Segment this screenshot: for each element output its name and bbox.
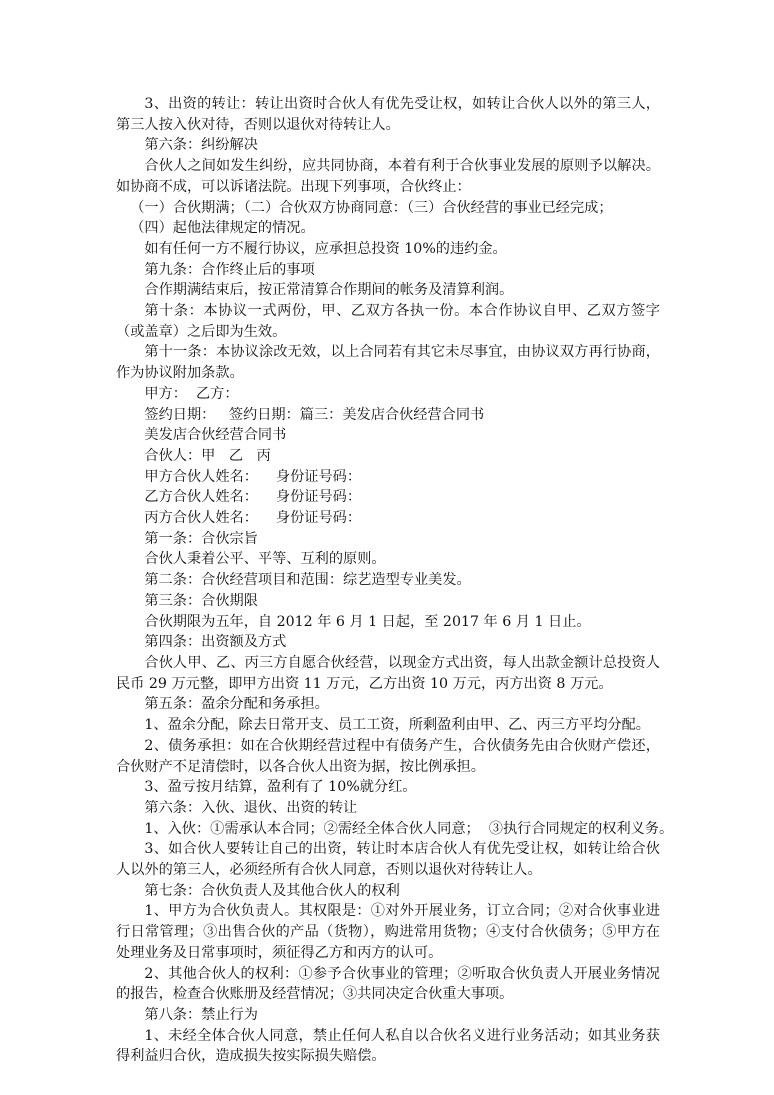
contract-title: 美发店合伙经营合同书: [144, 427, 287, 444]
partner-b-line: 乙方合伙人姓名： 身份证号码：: [144, 489, 362, 506]
paragraph: （四）起他法律规定的情况。: [130, 220, 315, 237]
paragraph: 3、盈亏按月结算，盈利有了 10%就分红。: [144, 779, 417, 796]
section-heading: 第九条：合作终止后的事项: [144, 261, 315, 278]
paragraph: 2、债务承担：如在合伙期经营过程中有债务产生，合伙债务先由合伙财产偿还，合伙财产不足清偿时，以各合伙人出资为据，按比例承担。: [116, 737, 660, 775]
date-line: 签约日期： 签约日期：篇三：美发店合伙经营合同书: [144, 406, 485, 423]
paragraph: 1、未经全体合伙人同意，禁止任何人私自以合伙名义进行业务活动；如其业务获得利益归合伙，造成损失按实际损失赔偿。: [116, 1027, 660, 1065]
section-heading: 第三条：合伙期限: [144, 592, 258, 609]
paragraph: 1、入伙：①需承认本合同；②需经全体合伙人同意； ③执行合同规定的权利义务。: [144, 820, 674, 837]
section-heading: 第八条：禁止行为: [144, 1006, 258, 1023]
paragraph: 合作期满结束后，按正常清算合作期间的帐务及清算利润。: [144, 282, 514, 299]
paragraph: 1、甲方为合伙负责人。其权限是：①对外开展业务，订立合同；②对合伙事业进行日常管理；③出售合伙的产品（货物），购进常用货物；④支付合伙债务；⑤甲方在处理业务及日常事项时，须征得乙方和丙方的认可。: [116, 903, 660, 961]
paragraph: 合伙人之间如发生纠纷，应共同协商，本着有利于合伙事业发展的原则予以解决。如协商不成，可以诉诸法院。出现下列事项，合伙终止：: [116, 158, 660, 195]
section-heading: 第二条：合伙经营项目和范围：综艺造型专业美发。: [144, 572, 471, 589]
paragraph: （一）合伙期满；（二）合伙双方协商同意：（三）合伙经营的事业已经完成；: [130, 199, 613, 216]
paragraph: 3、出资的转让：转让出资时合伙人有优先受让权，如转让合伙人以外的第三人，第三人按入伙对待，否则以退伙对待转让人。: [116, 96, 660, 133]
partner-c-line: 丙方合伙人姓名： 身份证号码：: [144, 510, 362, 527]
section-heading: 第七条：合伙负责人及其他合伙人的权利: [144, 882, 400, 899]
paragraph: 1、盈余分配，除去日常开支、员工工资，所剩盈利由甲、乙、丙三方平均分配。: [144, 717, 650, 734]
paragraph: 如有任何一方不履行协议，应承担总投资 10%的违约金。: [144, 240, 507, 257]
paragraph: 合伙人甲、乙、丙三方自愿合伙经营，以现金方式出资，每人出款金额计总投资人民币 29 万元整，即甲方出资 11 万元，乙方出资 10 万元，丙方出资 8 万元。: [116, 654, 660, 692]
section-heading: 第五条：盈余分配和务承担。: [144, 696, 329, 713]
section-heading: 第六条：纠纷解决: [144, 137, 258, 154]
paragraph: 合伙人秉着公平、平等、互利的原则。: [144, 551, 386, 568]
section-heading: 第一条：合伙宗旨: [144, 530, 258, 547]
signature-line: 甲方： 乙方：: [144, 385, 239, 402]
paragraph: 第十一条：本协议涂改无效，以上合同若有其它未尽事宜，由协议双方再行协商，作为协议附加条款。: [116, 344, 660, 382]
partner-a-line: 甲方合伙人姓名： 身份证号码：: [144, 468, 362, 485]
paragraph: 3、如合伙人要转让自己的出资，转让时本店合伙人有优先受让权，如转让给合伙人以外的第三人，必须经所有合伙人同意，否则以退伙对待转让人。: [116, 841, 660, 879]
document-body: [116, 94, 674, 1067]
paragraph: 第十条：本协议一式两份，甲、乙双方各执一份。本合作协议自甲、乙双方签字（或盖章）之后即为生效。: [116, 303, 660, 340]
section-heading: 第四条：出资额及方式: [144, 634, 287, 651]
partners-line: 合伙人：甲 乙 丙: [144, 447, 271, 464]
paragraph: 合伙期限为五年，自 2012 年 6 月 1 日起，至 2017 年 6 月 1 日止。: [144, 613, 591, 630]
paragraph: 2、其他合伙人的权利：①参予合伙事业的管理；②听取合伙负责人开展业务情况的报告，检查合伙账册及经营情况；③共同决定合伙重大事项。: [116, 965, 660, 1003]
section-heading: 第六条：入伙、退伙、出资的转让: [144, 799, 358, 816]
